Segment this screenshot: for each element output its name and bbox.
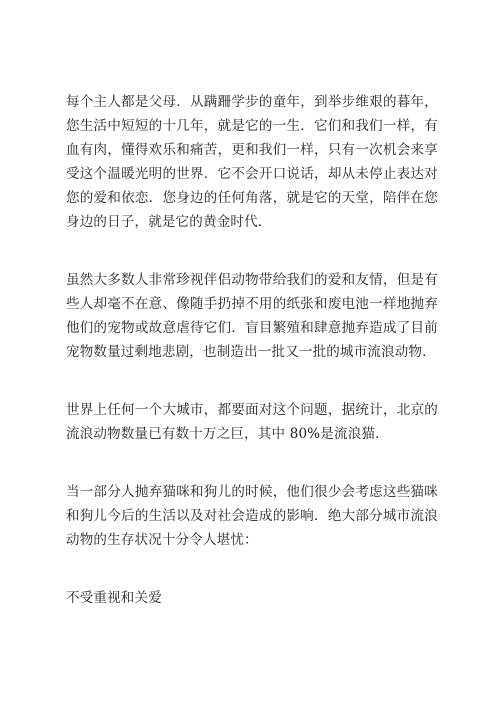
paragraph-beijing-statistics: 世界上任何一个大城市，都要面对这个问题，据统计，北京的流浪动物数量已有数十万之巨，其中 80%是流浪猫． [66,402,438,442]
paragraph-abandonment: 虽然大多数人非常珍视伴侣动物带给我们的爱和友情，但是有些人却毫不在意、像随手扔掉不用的纸张和废电池一样地抛弃他们的宠物或故意虐待它们．盲目繁殖和肆意抛弃造成了目前宠物数量过剩地悲剧，也制造出一批又一批的城市流浪动物． [66,272,438,360]
paragraph-owners-as-parents: 每个主人都是父母．从蹒跚学步的童年，到举步维艰的暮年，您生活中短短的十几年，就是它的一生．它们和我们一样，有血有肉，懂得欢乐和痛苦，更和我们一样，只有一次机会来享受这个温暖光明的世界．它不会开口说话，却从未停止表达对您的爱和依恋．您身边的任何角落，就是它的天堂，陪伴在您身边的日子，就是它的黄金时代． [66,94,438,230]
paragraph-subheading: 不受重视和关爱 [66,590,162,606]
document-body [66,90,438,610]
paragraph-living-conditions: 当一部分人抛弃猫咪和狗儿的时候，他们很少会考虑这些猫咪和狗儿今后的生活以及对社会造成的影响．绝大部分城市流浪动物的生存状况十分令人堪忧： [66,484,438,548]
